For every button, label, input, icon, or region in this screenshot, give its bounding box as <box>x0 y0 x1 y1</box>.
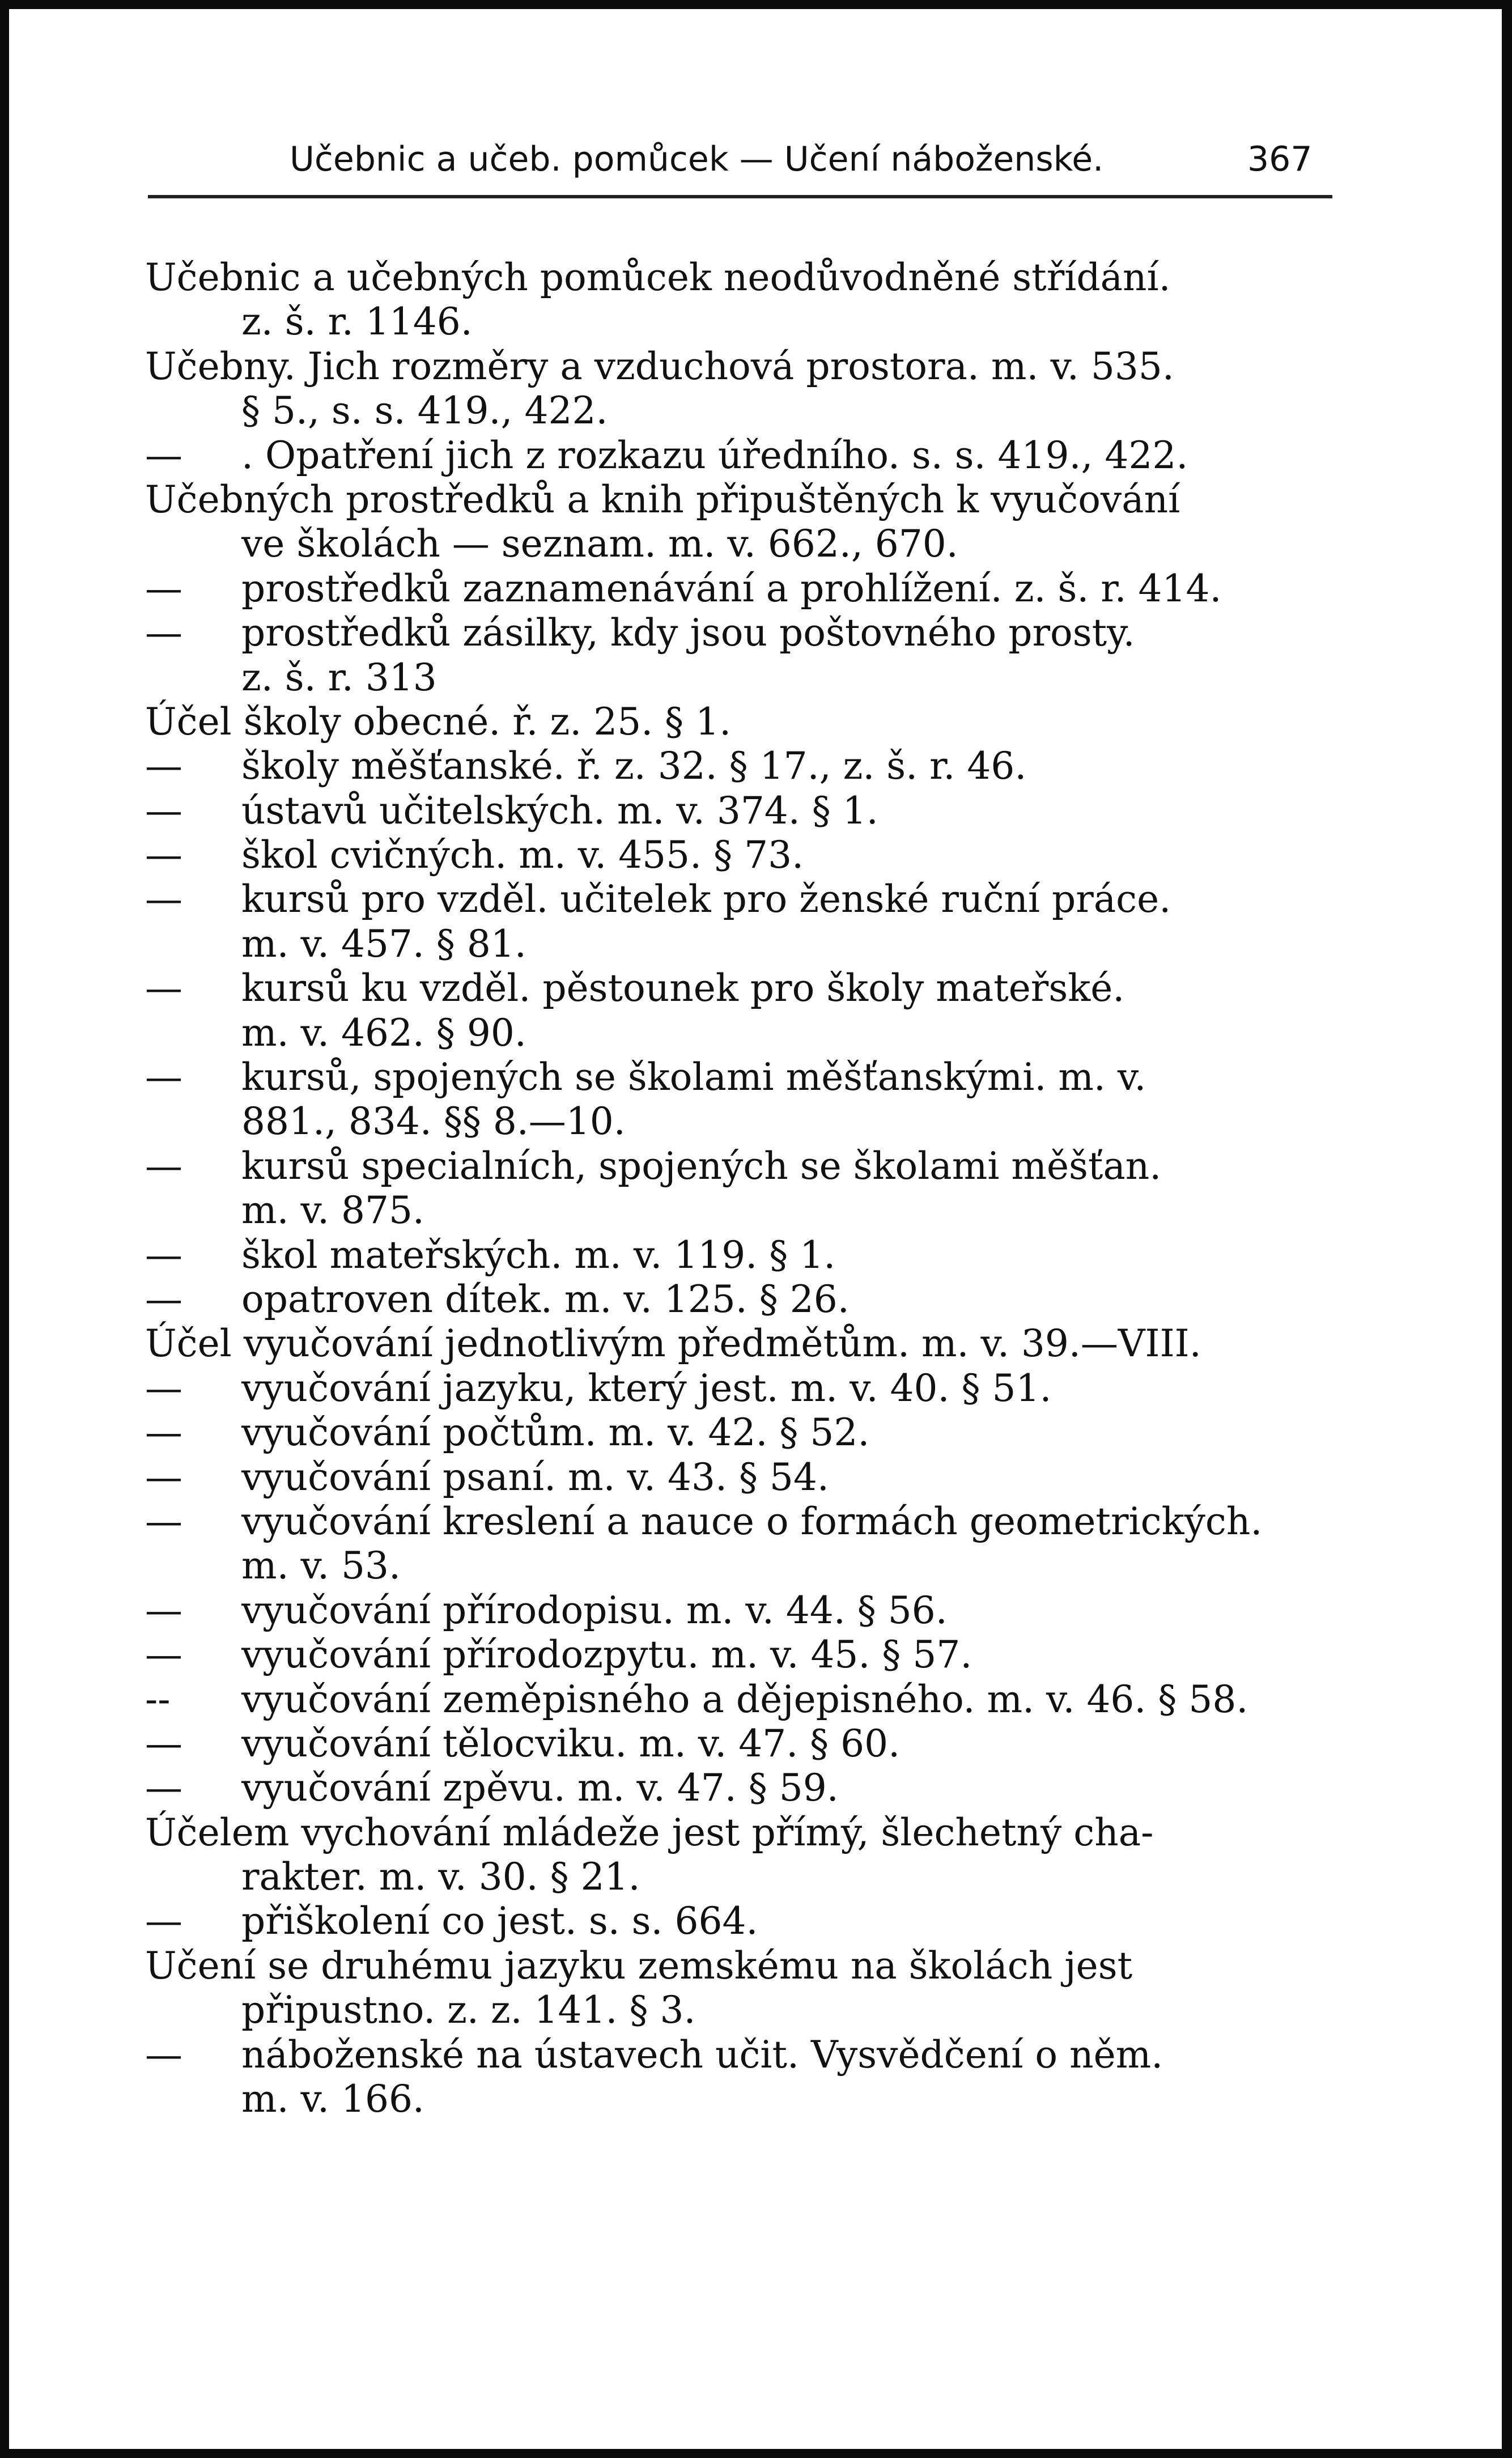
subentry-line <box>145 1055 1341 1099</box>
subentry-text: vyučování jazyku, který jest. m. v. 40. § 51. <box>241 1366 1052 1410</box>
subentry-line <box>145 1899 1341 1943</box>
subentry-line <box>145 1455 1341 1500</box>
subentry-dash: — <box>145 966 182 1011</box>
entry-heading: Učebnic a učebných pomůcek neodůvodněné střídání. <box>145 256 1171 299</box>
subentry-line <box>145 1233 1341 1277</box>
entry-heading: Učebny. Jich rozměry a vzduchová prostora. m. v. 535. <box>145 344 1174 388</box>
subentry-dash: — <box>145 1455 182 1499</box>
subentry-text: přiškolení co jest. s. s. 664. <box>241 1899 758 1943</box>
entry-heading: Učení se druhému jazyku zemskému na školách jest <box>145 1943 1133 1988</box>
subentry-dash: — <box>145 566 182 610</box>
subentry-line <box>145 1722 1341 1766</box>
index-entries <box>145 256 1341 2121</box>
subentry-text: vyučování zpěvu. m. v. 47. § 59. <box>241 1766 839 1810</box>
subentry-text: prostředků zásilky, kdy jsou poštovného prosty. <box>241 611 1135 655</box>
subentry-text: kursů pro vzděl. učitelek pro ženské ruční práce. <box>241 877 1171 922</box>
entry-heading: Účel školy obecné. ř. z. 25. § 1. <box>145 699 732 744</box>
book-page <box>9 9 1502 2449</box>
subentry-dash: — <box>145 1366 182 1410</box>
subentry-line <box>145 1411 1341 1455</box>
subentry-line <box>145 833 1341 877</box>
subentry-line <box>145 1500 1341 1544</box>
subentry-dash: — <box>145 1233 182 1277</box>
subentry-text: vyučování přírodozpytu. m. v. 45. § 57. <box>241 1633 972 1677</box>
subentry-dash: — <box>145 433 182 477</box>
subentry-line <box>145 1678 1341 1722</box>
continuation-line: m. v. 462. § 90. <box>241 1011 526 1055</box>
subentry-dash: — <box>145 1055 182 1099</box>
subentry-line <box>145 1589 1341 1633</box>
continuation-line: ve školách — seznam. m. v. 662., 670. <box>241 522 958 566</box>
subentry-text: vyučování přírodopisu. m. v. 44. § 56. <box>241 1588 948 1632</box>
subentry-text: vyučování psaní. m. v. 43. § 54. <box>241 1455 829 1499</box>
subentry-line <box>145 1144 1341 1188</box>
entry-heading: Účelem vychování mládeže jest přímý, šlechetný cha- <box>145 1810 1154 1854</box>
subentry-text: vyučování počtům. m. v. 42. § 52. <box>241 1411 870 1455</box>
subentry-dash: — <box>145 1766 182 1810</box>
subentry-line <box>145 1633 1341 1677</box>
subentry-text: ústavů učitelských. m. v. 374. § 1. <box>241 788 878 833</box>
subentry-dash: — <box>145 788 182 833</box>
subentry-dash: — <box>145 1633 182 1677</box>
subentry-text: vyučování kreslení a nauce o formách geometrických. <box>241 1499 1263 1543</box>
subentry-dash: — <box>145 2032 182 2077</box>
entry-heading: Účel vyučování jednotlivým předmětům. m. v. 39.—VIII. <box>145 1322 1201 1366</box>
page-header <box>290 131 1332 193</box>
continuation-line: § 5., s. s. 419., 422. <box>241 389 608 433</box>
subentry-line <box>145 1766 1341 1810</box>
running-head: Učebnic a učeb. pomůcek — Učení náboženské. <box>290 139 1104 179</box>
subentry-line <box>145 877 1341 922</box>
subentry-text: opatroven dítek. m. v. 125. § 26. <box>241 1277 850 1321</box>
subentry-text: vyučování zeměpisného a dějepisného. m. v. 46. § 58. <box>241 1677 1248 1721</box>
subentry-text: školy měšťanské. ř. z. 32. § 17., z. š. r. 46. <box>241 744 1027 788</box>
entry-heading: Učebných prostředků a knih připuštěných k vyučování <box>145 477 1180 521</box>
subentry-text: kursů ku vzděl. pěstounek pro školy mateřské. <box>241 966 1125 1011</box>
subentry-dash: — <box>145 1588 182 1632</box>
continuation-line: m. v. 875. <box>241 1188 424 1233</box>
continuation-line: z. š. r. 313 <box>241 655 437 699</box>
continuation-line: rakter. m. v. 30. § 21. <box>241 1855 640 1899</box>
subentry-text: prostředků zaznamenávání a prohlížení. z. š. r. 414. <box>241 566 1222 610</box>
subentry-text: škol cvičných. m. v. 455. § 73. <box>241 833 804 877</box>
continuation-line: připustno. z. z. 141. § 3. <box>241 1988 696 2032</box>
subentry-text: náboženské na ústavech učit. Vysvědčení o něm. <box>241 2032 1163 2077</box>
page-number: 367 <box>1247 139 1313 179</box>
continuation-line: m. v. 457. § 81. <box>241 922 526 966</box>
continuation-line: m. v. 166. <box>241 2077 424 2121</box>
subentry-dash: — <box>145 1499 182 1543</box>
subentry-line <box>145 434 1341 478</box>
subentry-text: . Opatření jich z rozkazu úředního. s. s. 419., 422. <box>241 433 1188 477</box>
continuation-line: 881., 834. §§ 8.—10. <box>241 1099 626 1144</box>
subentry-text: vyučování tělocviku. m. v. 47. § 60. <box>241 1721 901 1765</box>
subentry-dash: -- <box>145 1677 171 1721</box>
subentry-dash: — <box>145 833 182 877</box>
subentry-text: kursů specialních, spojených se školami měšťan. <box>241 1144 1162 1188</box>
header-rule <box>148 195 1332 198</box>
subentry-line <box>145 789 1341 833</box>
subentry-dash: — <box>145 1721 182 1765</box>
subentry-text: kursů, spojených se školami měšťanskými. m. v. <box>241 1055 1146 1099</box>
subentry-dash: — <box>145 1411 182 1455</box>
subentry-line <box>145 1277 1341 1322</box>
subentry-dash: — <box>145 1277 182 1321</box>
subentry-line <box>145 744 1341 788</box>
subentry-dash: — <box>145 1144 182 1188</box>
subentry-dash: — <box>145 877 182 922</box>
subentry-line <box>145 567 1341 611</box>
subentry-dash: — <box>145 744 182 788</box>
continuation-line: m. v. 53. <box>241 1544 401 1588</box>
subentry-line <box>145 611 1341 655</box>
subentry-dash: — <box>145 1899 182 1943</box>
subentry-line <box>145 2033 1341 2077</box>
subentry-line <box>145 1366 1341 1411</box>
continuation-line: z. š. r. 1146. <box>241 300 473 344</box>
subentry-line <box>145 966 1341 1011</box>
subentry-dash: — <box>145 611 182 655</box>
subentry-text: škol mateřských. m. v. 119. § 1. <box>241 1233 836 1277</box>
